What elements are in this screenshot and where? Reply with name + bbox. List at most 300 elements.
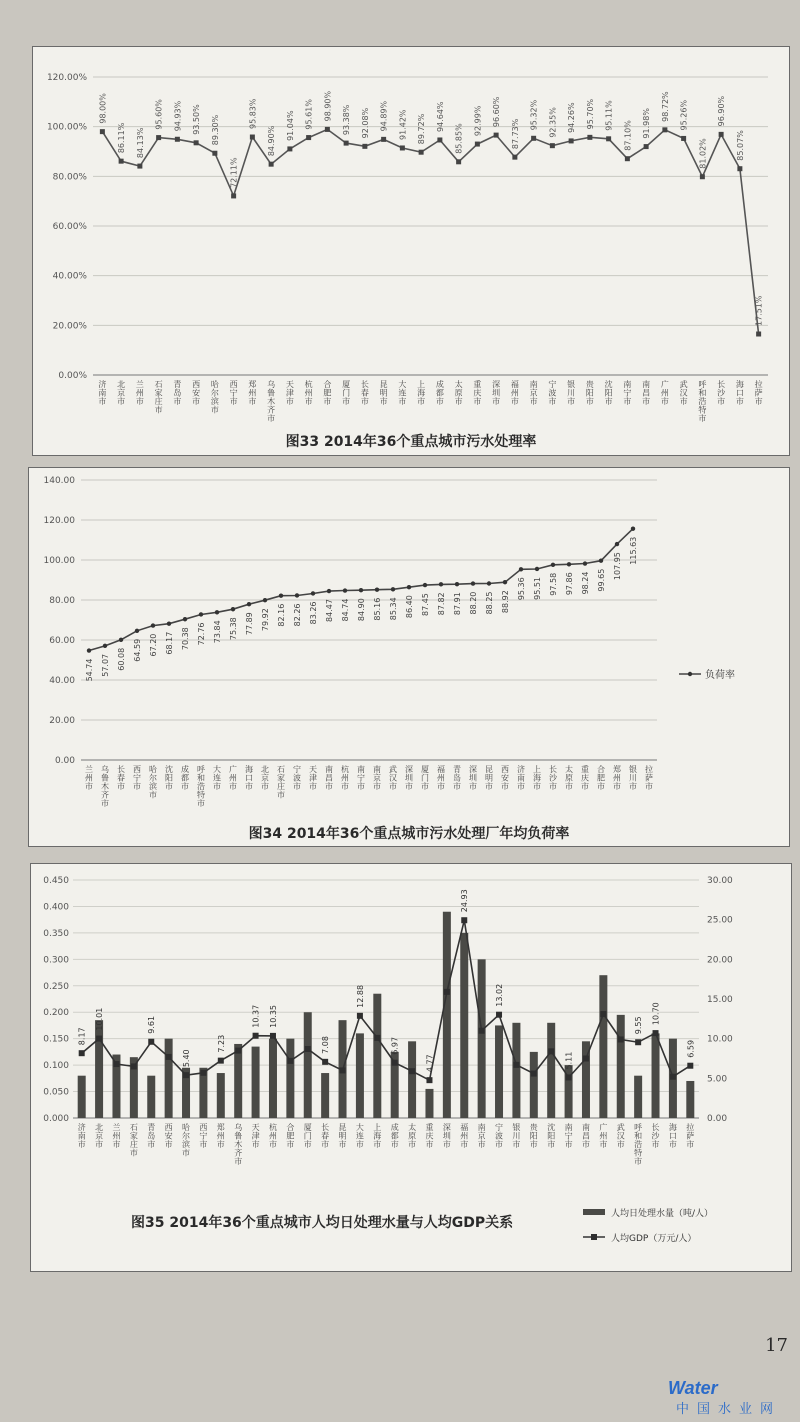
data-label: 92.35% (548, 107, 558, 138)
x-tick-label: 深圳市 (469, 765, 477, 791)
data-label: 84.74 (341, 598, 350, 622)
data-point (100, 129, 105, 134)
legend-label: 负荷率 (705, 670, 735, 681)
gdp-label: 12.88 (355, 984, 365, 1008)
x-tick-label: 成都市 (435, 380, 444, 406)
data-point (231, 607, 235, 611)
legend-line-label: 人均GDP（万元/人） (611, 1234, 697, 1244)
x-tick-label: 天津市 (309, 765, 317, 791)
gdp-label: 10.35 (268, 1004, 278, 1028)
chart-35-title: 图35 2014年36个重点城市人均日处理水量与人均GDP关系 (131, 1215, 514, 1231)
x-tick-label: 哈尔滨市 (210, 380, 219, 415)
gdp-label: 8.17 (77, 1027, 87, 1046)
bar (217, 1073, 225, 1118)
gdp-point (653, 1030, 659, 1036)
x-tick-label: 杭州市 (268, 1123, 277, 1149)
bar (634, 1076, 642, 1118)
data-point (407, 585, 411, 589)
gdp-point (131, 1063, 137, 1069)
x-tick-label: 武汉市 (679, 380, 688, 406)
x-tick-label: 呼和浩特市 (634, 1123, 643, 1166)
data-label: 87.45 (421, 593, 430, 617)
data-label: 84.13% (135, 127, 145, 159)
x-tick-label: 南昌市 (642, 380, 651, 406)
data-point (250, 135, 255, 140)
x-tick-label: 拉萨市 (754, 380, 763, 406)
data-point (599, 559, 603, 563)
data-label: 95.61% (304, 99, 314, 130)
chart-33 (33, 47, 789, 455)
x-tick-label: 大连市 (213, 765, 221, 791)
gdp-point (322, 1059, 328, 1065)
data-point (550, 143, 555, 148)
gdp-point (513, 1062, 519, 1068)
data-label: 107.95 (613, 552, 622, 581)
gdp-point (270, 1033, 276, 1039)
x-tick-label: 兰州市 (112, 1123, 121, 1149)
gdp-point (531, 1071, 537, 1077)
data-point (343, 588, 347, 592)
x-tick-label: 昆明市 (379, 380, 388, 406)
bar (443, 912, 451, 1118)
x-tick-label: 长沙市 (717, 380, 726, 406)
data-label: 72.11% (229, 157, 239, 188)
data-label: 96.60% (492, 96, 502, 128)
y-right-tick-label: 30.00 (707, 876, 733, 886)
data-point (194, 140, 199, 145)
data-label: 97.58 (549, 572, 558, 596)
gdp-label: 10.01 (95, 1007, 105, 1031)
x-tick-label: 昆明市 (485, 765, 493, 791)
data-label: 82.26 (293, 603, 302, 627)
x-tick-label: 济南市 (77, 1123, 86, 1149)
x-tick-label: 兰州市 (85, 765, 93, 791)
data-label: 81.02% (698, 138, 708, 169)
data-point (644, 144, 649, 149)
data-label: 95.36 (517, 577, 526, 601)
bar (234, 1044, 242, 1118)
x-tick-label: 南宁市 (564, 1123, 573, 1149)
x-tick-label: 贵阳市 (529, 1123, 538, 1149)
x-tick-label: 西安市 (192, 380, 201, 406)
y-tick-label: 60.00 (49, 636, 75, 646)
bar (460, 933, 468, 1118)
x-tick-label: 石家庄市 (129, 1123, 138, 1158)
x-tick-label: 大连市 (398, 380, 407, 406)
x-tick-label: 成都市 (181, 765, 189, 791)
x-tick-label: 海口市 (735, 380, 744, 406)
bar (95, 1020, 103, 1118)
x-tick-label: 合肥市 (286, 1123, 295, 1149)
legend-line-marker (591, 1234, 597, 1240)
data-label: 84.47 (325, 599, 334, 622)
x-tick-label: 长沙市 (549, 765, 557, 791)
x-tick-label: 厦门市 (421, 765, 429, 791)
data-point (311, 591, 315, 595)
x-tick-label: 太原市 (408, 1123, 417, 1149)
x-tick-label: 重庆市 (473, 380, 482, 406)
bar (356, 1033, 364, 1118)
x-tick-label: 合肥市 (323, 380, 332, 406)
x-tick-label: 上海市 (533, 765, 541, 791)
bar (373, 994, 381, 1118)
x-tick-label: 海口市 (245, 765, 253, 791)
y-tick-label: 0.00% (58, 371, 87, 381)
x-tick-label: 杭州市 (304, 380, 313, 406)
gdp-label: 7.23 (216, 1034, 226, 1053)
legend-bar-label: 人均日处理水量（吨/人） (611, 1209, 714, 1219)
data-label: 91.98% (642, 108, 652, 139)
x-tick-label: 昆明市 (338, 1123, 347, 1149)
data-label: 85.85% (454, 123, 464, 154)
y-tick-label: 40.00% (52, 271, 87, 282)
data-label: 88.25 (485, 591, 494, 615)
x-tick-label: 银川市 (512, 1123, 521, 1149)
chart-33-title: 图33 2014年36个重点城市污水处理率 (285, 434, 537, 450)
data-label: 17.51% (754, 295, 764, 327)
data-label: 67.20 (149, 633, 158, 657)
gdp-point (287, 1058, 293, 1064)
gdp-label: 9.55 (634, 1016, 644, 1035)
data-point (247, 602, 251, 606)
x-tick-label: 长春市 (360, 380, 369, 406)
x-tick-label: 南京市 (477, 1123, 486, 1149)
data-point (231, 193, 236, 198)
data-point (737, 166, 742, 171)
y-tick-label: 100.00 (43, 556, 75, 566)
bar (652, 1033, 660, 1118)
y-left-tick-label: 0.150 (43, 1034, 69, 1045)
bar (408, 1041, 416, 1118)
data-point (183, 617, 187, 621)
x-tick-label: 合肥市 (597, 765, 605, 791)
x-tick-label: 西宁市 (133, 765, 141, 791)
bar (512, 1023, 520, 1118)
bar (252, 1047, 260, 1118)
data-point (119, 159, 124, 164)
data-label: 64.59 (133, 638, 142, 662)
data-point (344, 141, 349, 146)
data-point (375, 587, 379, 591)
data-label: 73.84 (213, 620, 222, 644)
gdp-point (635, 1039, 641, 1045)
x-tick-label: 沈阳市 (547, 1123, 556, 1149)
data-point (381, 137, 386, 142)
x-tick-label: 沈阳市 (165, 765, 173, 791)
figure-35-panel (30, 863, 792, 1272)
data-label: 98.90% (323, 90, 333, 122)
x-tick-label: 呼和浩特市 (197, 765, 205, 808)
data-label: 95.51 (533, 576, 542, 600)
legend-marker (688, 672, 692, 676)
chart-35 (31, 864, 791, 1271)
data-point (199, 612, 203, 616)
data-label: 89.30% (210, 114, 220, 146)
y-tick-label: 100.00% (46, 122, 87, 133)
data-label: 84.90% (267, 125, 277, 157)
data-label: 77.89 (245, 612, 254, 636)
y-left-tick-label: 0.400 (43, 902, 69, 913)
x-tick-label: 石家庄市 (277, 765, 285, 800)
data-label: 87.82 (437, 592, 446, 616)
page-number: 17 (765, 1335, 788, 1356)
data-point (156, 135, 161, 140)
data-point (167, 621, 171, 625)
data-point (681, 136, 686, 141)
gdp-point (392, 1060, 398, 1066)
gdp-point (670, 1074, 676, 1080)
data-point (287, 146, 292, 151)
x-tick-label: 济南市 (98, 380, 107, 406)
data-point (587, 135, 592, 140)
x-tick-label: 济南市 (517, 765, 525, 791)
data-point (437, 137, 442, 142)
gdp-point (166, 1054, 172, 1060)
gdp-label: 5.11 (564, 1051, 574, 1070)
data-point (662, 127, 667, 132)
bar (547, 1023, 555, 1118)
data-label: 93.50% (192, 104, 202, 135)
data-label: 83.26 (309, 601, 318, 625)
data-label: 94.93% (173, 100, 183, 132)
data-point (400, 145, 405, 150)
x-tick-label: 广州市 (229, 765, 237, 791)
x-tick-label: 哈尔滨市 (149, 765, 157, 800)
gdp-point (235, 1048, 241, 1054)
x-tick-label: 南昌市 (325, 765, 333, 791)
y-right-tick-label: 15.00 (707, 995, 733, 1005)
data-label: 87.91 (453, 592, 462, 616)
data-label: 94.64% (435, 101, 445, 132)
data-label: 70.38 (181, 627, 190, 651)
x-tick-label: 郑州市 (613, 765, 621, 791)
x-tick-label: 拉萨市 (645, 765, 653, 791)
bar (304, 1012, 312, 1118)
x-tick-label: 宁波市 (495, 1123, 504, 1149)
y-right-tick-label: 20.00 (707, 955, 733, 966)
figure-33-panel (32, 46, 790, 456)
x-tick-label: 北京市 (261, 765, 269, 791)
gdp-point (496, 1012, 502, 1018)
data-point (263, 598, 267, 602)
x-tick-label: 北京市 (95, 1123, 104, 1149)
y-left-tick-label: 0.250 (43, 981, 69, 992)
data-label: 95.11% (604, 100, 614, 131)
data-label: 75.38 (229, 617, 238, 641)
data-label: 72.76 (197, 622, 206, 646)
x-tick-label: 拉萨市 (686, 1123, 695, 1149)
data-label: 96.90% (717, 95, 727, 127)
x-tick-label: 南宁市 (357, 765, 365, 791)
data-label: 87.73% (510, 118, 520, 150)
y-left-tick-label: 0.300 (43, 955, 69, 966)
bar (599, 975, 607, 1118)
y-tick-label: 20.00 (49, 716, 75, 726)
watermark-logo: Water (668, 1378, 718, 1398)
x-tick-label: 南京市 (529, 380, 538, 406)
gdp-point (618, 1036, 624, 1042)
x-tick-label: 呼和浩特市 (698, 380, 707, 423)
y-right-tick-label: 5.00 (707, 1074, 728, 1085)
data-point (439, 582, 443, 586)
data-point (212, 151, 217, 156)
data-label: 95.70% (585, 98, 595, 130)
data-label: 68.17 (165, 631, 174, 655)
x-tick-label: 银川市 (629, 765, 637, 791)
data-label: 98.24 (581, 571, 590, 595)
data-label: 60.08 (117, 647, 126, 671)
data-point (103, 644, 107, 648)
data-point (631, 527, 635, 531)
data-label: 95.60% (154, 99, 164, 130)
data-point (327, 589, 331, 593)
x-tick-label: 广州市 (660, 380, 669, 406)
x-tick-label: 大连市 (355, 1123, 364, 1149)
gdp-point (426, 1077, 432, 1083)
gdp-point (305, 1046, 311, 1052)
data-point (137, 164, 142, 169)
data-label: 82.16 (277, 603, 286, 627)
x-tick-label: 天津市 (251, 1123, 260, 1149)
data-point (503, 580, 507, 584)
x-tick-label: 郑州市 (216, 1123, 225, 1149)
data-point (606, 136, 611, 141)
y-tick-label: 120.00% (46, 73, 87, 83)
data-point (359, 588, 363, 592)
data-point (615, 542, 619, 546)
data-point (87, 648, 91, 652)
x-tick-label: 长春市 (321, 1123, 330, 1149)
data-point (419, 150, 424, 155)
bar (147, 1076, 155, 1118)
gdp-label: 4.77 (425, 1054, 435, 1073)
data-label: 54.74 (85, 658, 94, 682)
data-point (471, 581, 475, 585)
x-tick-label: 石家庄市 (154, 380, 163, 415)
data-point (756, 332, 761, 337)
x-tick-label: 福州市 (460, 1123, 469, 1149)
gdp-point (548, 1048, 554, 1054)
gdp-point (687, 1063, 693, 1069)
x-tick-label: 长春市 (117, 765, 125, 791)
x-tick-label: 南昌市 (581, 1123, 590, 1149)
x-tick-label: 长沙市 (651, 1123, 660, 1149)
data-label: 85.16 (373, 597, 382, 621)
x-tick-label: 西宁市 (229, 380, 238, 406)
data-label: 95.83% (248, 98, 258, 130)
data-point (531, 136, 536, 141)
data-label: 88.92 (501, 590, 510, 614)
gdp-point (444, 989, 450, 995)
data-label: 91.04% (285, 110, 295, 141)
data-point (151, 623, 155, 627)
data-point (569, 138, 574, 143)
x-tick-label: 乌鲁木齐市 (267, 380, 276, 423)
x-tick-label: 深圳市 (442, 1123, 451, 1149)
bar (686, 1081, 694, 1118)
bar (530, 1052, 538, 1118)
x-tick-label: 武汉市 (389, 765, 397, 791)
data-point (551, 563, 555, 567)
data-label: 97.86 (565, 572, 574, 596)
gdp-point (479, 1028, 485, 1034)
data-point (719, 132, 724, 137)
gdp-point (253, 1033, 259, 1039)
data-point (279, 593, 283, 597)
x-tick-label: 太原市 (454, 380, 463, 406)
data-point (456, 159, 461, 164)
gdp-label: 9.61 (147, 1015, 157, 1034)
gdp-point (96, 1036, 102, 1042)
x-tick-label: 青岛市 (147, 1123, 156, 1149)
y-left-tick-label: 0.000 (43, 1114, 69, 1124)
data-label: 79.92 (261, 608, 270, 632)
y-tick-label: 140.00 (43, 476, 75, 486)
gdp-point (183, 1072, 189, 1078)
y-tick-label: 40.00 (49, 676, 75, 686)
bar (286, 1039, 294, 1118)
gdp-point (357, 1013, 363, 1019)
y-tick-label: 20.00% (52, 321, 87, 332)
chart-34 (29, 468, 789, 846)
gdp-label: 6.59 (686, 1039, 696, 1058)
data-label: 84.90 (357, 598, 366, 622)
x-tick-label: 厦门市 (303, 1123, 312, 1149)
y-left-tick-label: 0.200 (43, 1008, 69, 1019)
y-tick-label: 120.00 (43, 516, 75, 526)
y-left-tick-label: 0.050 (43, 1087, 69, 1098)
data-point (295, 593, 299, 597)
data-point (535, 567, 539, 571)
data-label: 98.00% (98, 93, 108, 124)
bar (495, 1025, 503, 1118)
gdp-point (566, 1074, 572, 1080)
x-tick-label: 广州市 (599, 1123, 608, 1149)
data-label: 98.72% (660, 91, 670, 122)
watermark-text: 中国水业网 (676, 1402, 782, 1417)
data-point (215, 610, 219, 614)
x-tick-label: 海口市 (668, 1123, 677, 1149)
data-point (325, 127, 330, 132)
x-tick-label: 深圳市 (492, 380, 501, 406)
x-tick-label: 郑州市 (248, 380, 257, 406)
data-label: 94.89% (379, 100, 389, 132)
bar (617, 1015, 625, 1118)
x-tick-label: 青岛市 (173, 380, 182, 406)
gdp-label: 6.97 (390, 1036, 400, 1055)
gdp-label: 10.37 (251, 1004, 261, 1028)
data-point (519, 567, 523, 571)
x-tick-label: 南宁市 (623, 380, 632, 406)
gdp-label: 5.40 (182, 1049, 192, 1068)
y-left-tick-label: 0.450 (43, 876, 69, 886)
data-point (567, 562, 571, 566)
data-point (512, 155, 517, 160)
data-point (135, 629, 139, 633)
y-tick-label: 80.00% (52, 172, 87, 183)
x-tick-label: 福州市 (437, 765, 445, 791)
bar (478, 959, 486, 1118)
data-point (700, 174, 705, 179)
gdp-point (600, 1011, 606, 1017)
x-tick-label: 重庆市 (581, 765, 589, 791)
gdp-point (461, 917, 467, 923)
y-right-tick-label: 25.00 (707, 915, 733, 926)
gdp-point (200, 1070, 206, 1076)
gdp-point (79, 1050, 85, 1056)
bar (165, 1039, 173, 1118)
data-label: 93.38% (342, 104, 352, 136)
